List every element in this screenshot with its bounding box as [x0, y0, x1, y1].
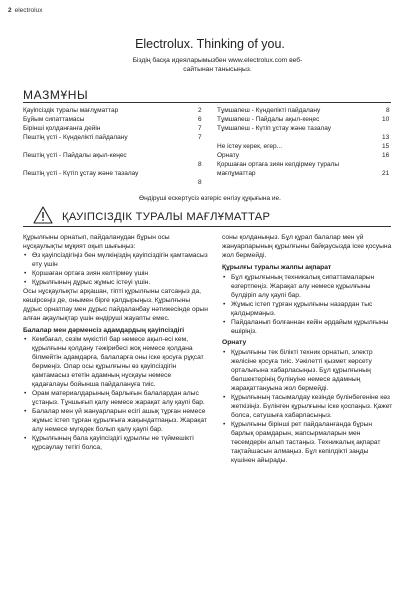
toc-page: 13 [382, 134, 390, 141]
hero-subtitle: Біздің басқа идеяларымызбен www.electrolux.com веб-сайтынан танысыңыз. [132, 57, 303, 74]
section-divider [23, 226, 391, 227]
intro-paragraph: Құрылғыны орнатып, пайдаланудан бұрын осы нұсқаулықты мұқият оқып шығыңыз: [23, 234, 170, 250]
toc-entry[interactable]: Пештің үсті - Күтіп ұстау және тазалау [23, 170, 139, 177]
hero-title: Electrolux. Thinking of you. [135, 37, 285, 51]
general-safety-heading: Құрылғы туралы жалпы ақпарат [222, 263, 332, 271]
toc-heading: МАЗМҰНЫ [23, 88, 89, 102]
intro-paragraph-2: Осы нұсқаулықты арқашан, тіпті құрылғыны сатсаңыз да, көшірсеңіз де, онымен бірге қалдырыңыз. Құрылғыны дұрыс орнатпау мен дұрыс пайдаланбау нәтижесінде орын алған ақаулықтар үшін өндіруші жауапты емес. [23, 287, 208, 322]
toc-entry[interactable]: Пештің үсті - Пайдалы ақыл-кеңес [23, 152, 127, 159]
list-item: • Құрылғының дұрыс жұмыс істеуі үшін. [23, 279, 209, 288]
list-item: • Құрылғының тасымалдау кезінде бүлінбегеніне көз жеткізіңіз. Бүлінген құрылғыны іске қоспаңыз. Қажет болса, сатушыға хабарласыңыз. [222, 394, 394, 421]
toc-entry[interactable]: Қауіпсіздік туралы мағлұматтар [23, 107, 119, 114]
brand-name: electrolux [14, 7, 43, 14]
toc-page: 2 [198, 107, 202, 114]
toc-entry[interactable]: Тұмшапеш - Пайдалы ақыл-кеңес [217, 116, 320, 123]
toc-entry[interactable]: Қоршаған ортаға зиян келдірмеу туралы мағлұматтар [217, 161, 340, 177]
toc-entry[interactable]: Орнату [217, 152, 240, 159]
toc-entry[interactable]: Бірінші қолданғанға дейін [23, 125, 101, 132]
toc-entry[interactable]: Пештің үсті - Күнделікті пайдалану [23, 134, 128, 141]
toc-divider [23, 102, 391, 103]
toc-page: 21 [382, 170, 390, 177]
list-item: • Құрылғыны тек білікті техник орнатып, электр желісіне қосуға тиіс. Уәкілетті қызмет көрсету орталығына хабарласыңыз. Бұл құрылғының бөлшектерінің бүлінуіне немесе адамның жарақаттануына жол бермейді. [222, 349, 394, 394]
safety-column-left [23, 234, 209, 453]
toc-page: 8 [198, 179, 202, 186]
toc-page: 16 [382, 152, 390, 159]
section-title: ҚАУІПСІЗДІК ТУРАЛЫ МАҒЛҰМАТТАР [62, 211, 271, 223]
toc-page: 15 [382, 143, 390, 150]
toc-entry[interactable]: Тұмшапеш - Күнделікті пайдалану [217, 107, 321, 114]
toc-footnote: Өндіруші ескертусіз өзгеріс енгізу құқығына ие. [139, 195, 281, 202]
list-item: • Балалар мен үй жануарларын есігі ашық тұрған немесе жұмыс істеп тұрған құрылғыға жақындатпаңыз. Жарақат алу немесе мүгедек болып қалу қаупі бар. [23, 408, 209, 435]
list-item: • Жұмыс істеп тұрған құрылғыны назардан тыс қалдырмаңыз. [222, 301, 394, 319]
toc-entry[interactable]: Не істеу керек, егер... [217, 143, 283, 150]
page-header [8, 7, 42, 14]
general-safety-list [222, 274, 394, 337]
list-item: • Бұл құрылғының техникалық сипаттамаларын өзгертпеңіз. Жарақат алу немесе құрылғыны бүлдіріп алу қаупі бар. [222, 274, 394, 301]
list-item: • Құрылғының бала қауіпсіздігі құрылғы не түймешікті құрсаулау тетігі болса, [23, 435, 209, 453]
intro-list [23, 252, 209, 288]
list-item: • Орам материалдарының барлығын балалардан алыс ұстаңыз. Тұншығып қалу немесе жарақат алу қаупі бар. [23, 390, 209, 408]
toc-page: 8 [386, 107, 390, 114]
toc-page: 7 [198, 125, 202, 132]
toc-entry[interactable]: Бұйым сипаттамасы [23, 116, 85, 123]
continued-paragraph: соны қолданыңыз. Бұл құрал балалар мен үй жануарларының құрылғыны байқаусызда іске қосуына жол бермейді. [222, 234, 392, 259]
toc-page: 6 [198, 116, 202, 123]
list-item: • Құрылғыны бірінші рет пайдаланғанда бұрын барлық орамдарын, жапсырмаларын мен төсемдерін алып тастаңыз. Техникалық ақпарат тақтайшасын алмаңыз. Бұл кепілдікті заңды күшінен айырады. [222, 421, 394, 466]
children-safety-heading: Балалар мен дәрменсіз адамдардың қауіпсіздігі [23, 326, 185, 334]
installation-list [222, 349, 394, 465]
toc-page: 7 [198, 134, 202, 141]
list-item: • Пайдаланып болғаннан кейін әрдайым құрылғыны өшіріңіз. [222, 319, 394, 337]
toc-entry[interactable]: Тұмшапеш - Күтіп ұстау және тазалау [217, 125, 332, 132]
page-number: 2 [8, 7, 12, 14]
children-safety-list [23, 336, 209, 452]
list-item: • Кембағал, сезім мүкістігі бар немесе ақыл-есі кем, құрылғыны қолдану тәжірибесі жоқ немесе қолдана білмейтін адамдарға, балаларға оны іске қосуға рұқсат бермеңіз. Олар осы құрылғыны өз қауіпсіздігін қамтамасыз ететін адамның нұсқауы немесе қадағалауы бойынша пайдалануға тиіс. [23, 336, 209, 390]
toc-page: 8 [198, 161, 202, 168]
safety-column-right [222, 234, 394, 466]
list-item: • Өз қауіпсіздігіңіз бен мүлкіңіздің қауіпсіздігін қамтамасыз ету үшін [23, 252, 209, 270]
toc-page: 10 [382, 116, 390, 123]
list-item: • Қоршаған ортаға зиян келтірмеу үшін [23, 270, 209, 279]
installation-heading: Орнату [222, 339, 247, 347]
